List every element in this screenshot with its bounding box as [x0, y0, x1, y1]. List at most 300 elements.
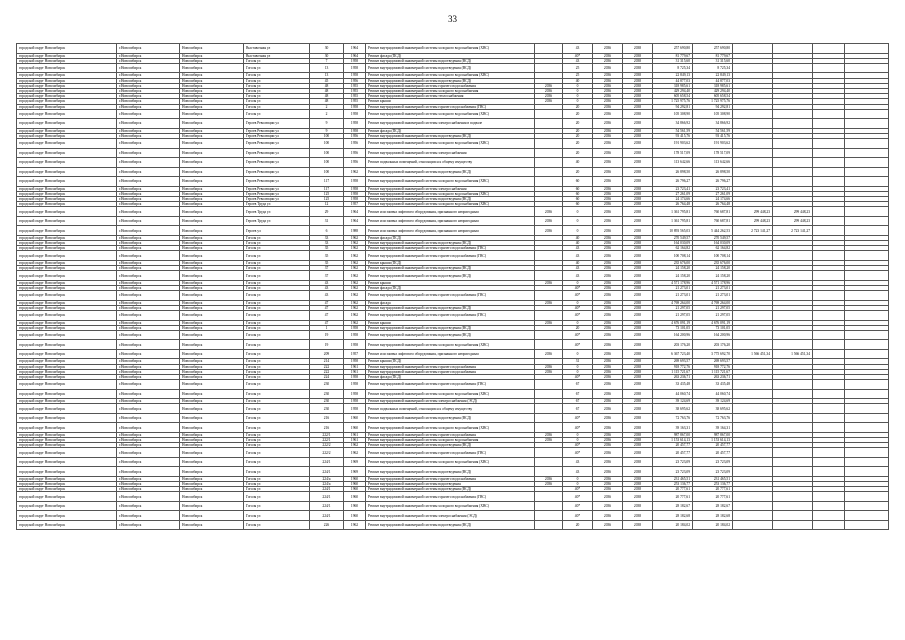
count-cell: 60	[563, 202, 593, 207]
work-cell: Ремонт крыши	[366, 99, 535, 104]
count-cell: 60	[563, 191, 593, 196]
year-cell: 1962	[344, 235, 366, 240]
work-cell: Ремонт внутридомовой инженерной системы холодного водоснабжения	[366, 88, 535, 93]
city-cell: г.Новосибирск	[117, 404, 180, 414]
locality-cell: Новосибирск	[180, 148, 244, 158]
start-year-cell: 2036	[593, 511, 623, 521]
year-cell: 1956	[344, 78, 366, 83]
work-cell: Ремонт внутридомовой инженерной системы холодного водоснабжения (ХВС)	[366, 501, 535, 511]
year-cell: 1962	[344, 305, 366, 310]
street-cell: Героев Революции ул	[244, 167, 310, 177]
city-cell: г.Новосибирск	[117, 413, 180, 423]
city-cell: г.Новосибирск	[117, 226, 180, 236]
house-cell: 13	[310, 73, 344, 78]
cost-cell: 24 174,66	[653, 196, 693, 201]
work-cell: Ремонт внутридомовой инженерной системы горячего водоснабжения	[366, 83, 535, 88]
cost-extra-cell	[733, 389, 773, 399]
cost-cell: 605 658,54	[653, 94, 693, 99]
count-cell: 25	[563, 73, 593, 78]
table-row	[17, 380, 889, 390]
cost-extra-cell	[733, 63, 773, 73]
district-cell: городской округ Новосибирск	[17, 359, 117, 364]
year-cell: 1955	[344, 88, 366, 93]
table-row	[17, 226, 889, 236]
locality-cell: Новосибирск	[180, 196, 244, 201]
cost-cell: 20 457,77	[653, 443, 693, 448]
cost-cell: 113 642,66	[653, 158, 693, 168]
cost-cell: 39 163,31	[653, 423, 693, 433]
cost-fund-cell: 1 725 975,76	[693, 99, 733, 104]
cost-fund-cell: 8 725,34	[693, 63, 733, 73]
locality-cell: Новосибирск	[180, 246, 244, 251]
house-cell: 230	[310, 399, 344, 404]
end-year-cell: 2038	[623, 389, 653, 399]
year-cell: 1962	[344, 280, 366, 285]
end-year-cell: 2038	[623, 404, 653, 414]
end-year-cell: 2038	[623, 511, 653, 521]
work-cell: Ремонт внутридомовой инженерной системы электроснабжения	[366, 148, 535, 158]
end-year-cell: 2038	[623, 280, 653, 285]
cost-extra-cell	[733, 44, 773, 54]
start-year-cell: 2036	[593, 73, 623, 78]
cost-extra2-cell	[773, 63, 813, 73]
work-cell: Ремонт подвальных помещений, относящихся к общему имуществу	[366, 404, 535, 414]
year-cell: 1958	[344, 104, 366, 109]
cost-extra-cell	[733, 340, 773, 350]
street-cell: Гоголя ул	[244, 241, 310, 246]
city-cell: г.Новосибирск	[117, 349, 180, 359]
street-cell: Гоголя ул	[244, 487, 310, 492]
table-row	[17, 520, 889, 530]
empty-cell	[845, 139, 889, 149]
count-cell: 67	[563, 399, 593, 404]
table-row	[17, 492, 889, 502]
district-cell: городской округ Новосибирск	[17, 443, 117, 448]
empty-cell	[813, 226, 845, 236]
work-cell: Ремонт внутридомовой инженерной системы водоотведения (ВСД)	[366, 241, 535, 246]
district-cell: городской округ Новосибирск	[17, 364, 117, 369]
work-cell: Ремонт внутридомовой инженерной системы водоотведения (ВСД)	[366, 133, 535, 138]
count-cell: 43	[563, 266, 593, 271]
cost-fund-cell: 760 687,81	[693, 207, 733, 217]
start-year-cell: 2036	[593, 291, 623, 301]
count-cell: 40*	[563, 501, 593, 511]
district-cell: городской округ Новосибирск	[17, 448, 117, 458]
city-cell: г.Новосибирск	[117, 73, 180, 78]
year-cell: 1958	[344, 119, 366, 129]
mark-cell	[535, 63, 563, 73]
work-cell: Ремонт внутридомовой инженерной системы водоотведения (ВСД)	[366, 487, 535, 492]
empty-cell	[845, 167, 889, 177]
street-cell: Героев Революции ул	[244, 128, 310, 133]
city-cell: г.Новосибирск	[117, 235, 180, 240]
house-cell: 47	[310, 320, 344, 325]
empty-cell	[845, 291, 889, 301]
start-year-cell: 2036	[593, 119, 623, 129]
start-year-cell: 2036	[593, 404, 623, 414]
city-cell: г.Новосибирск	[117, 501, 180, 511]
cost-cell: 178 517,09	[653, 148, 693, 158]
empty-cell	[813, 119, 845, 129]
cost-fund-cell: 39 124,69	[693, 399, 733, 404]
year-cell: 1962	[344, 260, 366, 265]
cost-fund-cell: 26 764,48	[693, 202, 733, 207]
street-cell: Гоголя ул	[244, 285, 310, 290]
end-year-cell: 2038	[623, 226, 653, 236]
count-cell: 40*	[563, 413, 593, 423]
district-cell: городской округ Новосибирск	[17, 241, 117, 246]
end-year-cell: 2038	[623, 443, 653, 448]
year-cell: 1958	[344, 325, 366, 330]
city-cell: г.Новосибирск	[117, 369, 180, 374]
cost-fund-cell: 987 867,00	[693, 432, 733, 437]
district-cell: городской округ Новосибирск	[17, 511, 117, 521]
cost-fund-cell: 20 184,02	[693, 520, 733, 530]
work-cell: Ремонт внутридомовой инженерной системы горячего водоснабжения (ГВС)	[366, 246, 535, 251]
count-cell: 20	[563, 109, 593, 119]
year-cell: 1958	[344, 177, 366, 187]
count-cell: 0	[563, 369, 593, 374]
locality-cell: Новосибирск	[180, 271, 244, 281]
street-cell: Гоголя ул	[244, 330, 310, 340]
empty-cell	[813, 109, 845, 119]
start-year-cell: 2036	[593, 167, 623, 177]
house-cell: 7	[310, 58, 344, 63]
work-cell: Ремонт фасада	[366, 300, 535, 305]
city-cell: г.Новосибирск	[117, 158, 180, 168]
work-cell: Ремонт внутридомовой инженерной системы водоотведения (ВСД)	[366, 266, 535, 271]
year-cell: 1960	[344, 511, 366, 521]
city-cell: г.Новосибирск	[117, 133, 180, 138]
count-cell: 0	[563, 207, 593, 217]
count-cell: 40	[563, 158, 593, 168]
street-cell: Гоголя ул	[244, 88, 310, 93]
district-cell: городской округ Новосибирск	[17, 501, 117, 511]
city-cell: г.Новосибирск	[117, 482, 180, 487]
city-cell: г.Новосибирск	[117, 196, 180, 201]
city-cell: г.Новосибирск	[117, 94, 180, 99]
count-cell: 0	[563, 83, 593, 88]
district-cell: городской округ Новосибирск	[17, 73, 117, 78]
year-cell: 1955	[344, 99, 366, 104]
end-year-cell: 2038	[623, 311, 653, 321]
cost-extra2-cell	[773, 340, 813, 350]
empty-cell	[845, 520, 889, 530]
empty-cell	[813, 380, 845, 390]
locality-cell: Новосибирск	[180, 285, 244, 290]
city-cell: г.Новосибирск	[117, 246, 180, 251]
house-cell: 125	[310, 196, 344, 201]
cost-extra2-cell: 1 566 451,34	[773, 349, 813, 359]
year-cell: 1964	[344, 216, 366, 226]
empty-cell	[845, 148, 889, 158]
city-cell: г.Новосибирск	[117, 492, 180, 502]
house-cell: 230	[310, 389, 344, 399]
end-year-cell: 2038	[623, 271, 653, 281]
mark-cell	[535, 467, 563, 477]
street-cell: Гоголя ул	[244, 78, 310, 83]
mark-cell	[535, 158, 563, 168]
empty-cell	[845, 413, 889, 423]
house-cell: 31	[310, 216, 344, 226]
mark-cell	[535, 423, 563, 433]
cost-extra2-cell	[773, 380, 813, 390]
work-cell: Ремонт внутридомовой инженерной системы горячего водоснабжения	[366, 364, 535, 369]
table-row	[17, 330, 889, 340]
locality-cell: Новосибирск	[180, 501, 244, 511]
cost-extra-cell: 1 566 451,34	[733, 349, 773, 359]
cost-cell: 26 796,27	[653, 177, 693, 187]
locality-cell: Новосибирск	[180, 467, 244, 477]
locality-cell: Новосибирск	[180, 311, 244, 321]
house-cell: 43	[310, 285, 344, 290]
end-year-cell: 2038	[623, 167, 653, 177]
cost-extra2-cell: 299 448,23	[773, 207, 813, 217]
cost-extra2-cell	[773, 109, 813, 119]
empty-cell	[813, 520, 845, 530]
count-cell: 43	[563, 44, 593, 54]
work-cell: Ремонт внутридомовой инженерной системы холодного водоснабжения	[366, 438, 535, 443]
locality-cell: Новосибирск	[180, 320, 244, 325]
end-year-cell: 2038	[623, 104, 653, 109]
empty-cell	[845, 271, 889, 281]
street-cell: Выставочная ул	[244, 53, 310, 58]
empty-cell	[813, 423, 845, 433]
city-cell: г.Новосибирск	[117, 119, 180, 129]
cost-fund-cell: 26 898,50	[693, 167, 733, 177]
house-cell: 214	[310, 359, 344, 364]
cost-extra-cell: 299 448,23	[733, 207, 773, 217]
year-cell: 1962	[344, 251, 366, 261]
locality-cell: Новосибирск	[180, 266, 244, 271]
empty-cell	[845, 448, 889, 458]
cost-extra2-cell	[773, 467, 813, 477]
count-cell: 40*	[563, 285, 593, 290]
end-year-cell: 2038	[623, 300, 653, 305]
work-cell: Ремонт внутридомовой инженерной системы холодного водоснабжения (ХВС)	[366, 44, 535, 54]
district-cell: городской округ Новосибирск	[17, 191, 117, 196]
cost-extra2-cell	[773, 311, 813, 321]
table-row	[17, 501, 889, 511]
empty-cell	[813, 448, 845, 458]
count-cell: 67	[563, 404, 593, 414]
table-row	[17, 109, 889, 119]
mark-cell: 2036	[535, 349, 563, 359]
city-cell: г.Новосибирск	[117, 44, 180, 54]
start-year-cell: 2036	[593, 280, 623, 285]
start-year-cell: 2036	[593, 374, 623, 379]
mark-cell	[535, 251, 563, 261]
city-cell: г.Новосибирск	[117, 467, 180, 477]
district-cell: городской округ Новосибирск	[17, 374, 117, 379]
city-cell: г.Новосибирск	[117, 139, 180, 149]
street-cell: Гоголя ул	[244, 501, 310, 511]
end-year-cell: 2038	[623, 158, 653, 168]
count-cell: 67	[563, 389, 593, 399]
end-year-cell: 2038	[623, 133, 653, 138]
cost-fund-cell: 231 465,51	[693, 476, 733, 481]
locality-cell: Новосибирск	[180, 389, 244, 399]
work-cell: Ремонт внутридомовой инженерной системы горячего водоснабжения (ГВС)	[366, 251, 535, 261]
empty-cell	[813, 340, 845, 350]
cost-fund-cell: 918 772,76	[693, 364, 733, 369]
end-year-cell: 2038	[623, 251, 653, 261]
work-cell: Ремонт внутридомовой инженерной системы водоотведения (ВСД)	[366, 520, 535, 530]
cost-fund-cell: 3 775 692,70	[693, 349, 733, 359]
street-cell: Выставочная ул	[244, 44, 310, 54]
cost-cell: 235 676,00	[653, 260, 693, 265]
cost-cell: 26 898,50	[653, 167, 693, 177]
count-cell: 0	[563, 438, 593, 443]
work-cell: Ремонт внутридомовой инженерной системы холодного водоснабжения (ХВС)	[366, 340, 535, 350]
count-cell: 0	[563, 432, 593, 437]
work-cell: Ремонт внутридомовой инженерной системы водоотведения (ВСД)	[366, 325, 535, 330]
cost-cell: 44 877,03	[653, 78, 693, 83]
year-cell: 1961	[344, 364, 366, 369]
house-cell: 100	[310, 167, 344, 177]
city-cell: г.Новосибирск	[117, 53, 180, 58]
start-year-cell: 2036	[593, 340, 623, 350]
year-cell: 1969	[344, 467, 366, 477]
locality-cell: Новосибирск	[180, 511, 244, 521]
year-cell: 1956	[344, 133, 366, 138]
locality-cell: Новосибирск	[180, 78, 244, 83]
mark-cell	[535, 44, 563, 54]
city-cell: г.Новосибирск	[117, 476, 180, 481]
cost-cell: 429 294,40	[653, 88, 693, 93]
count-cell: 20	[563, 133, 593, 138]
empty-cell	[845, 177, 889, 187]
work-cell: Ремонт внутридомовой инженерной системы холодного водоснабжения (ХВС)	[366, 109, 535, 119]
house-cell: 30	[310, 53, 344, 58]
work-cell: Ремонт крыши	[366, 320, 535, 325]
start-year-cell: 2036	[593, 133, 623, 138]
work-cell: Ремонт крыши (ПСД)	[366, 359, 535, 364]
city-cell: г.Новосибирск	[117, 104, 180, 109]
locality-cell: Новосибирск	[180, 380, 244, 390]
count-cell: 40*	[563, 492, 593, 502]
cost-cell: 253 136,77	[653, 482, 693, 487]
cost-extra2-cell	[773, 177, 813, 187]
count-cell: 40*	[563, 511, 593, 521]
empty-cell	[813, 158, 845, 168]
district-cell: городской округ Новосибирск	[17, 119, 117, 129]
cost-cell: 26 764,48	[653, 202, 693, 207]
count-cell: 43	[563, 251, 593, 261]
mark-cell: 2036	[535, 438, 563, 443]
city-cell: г.Новосибирск	[117, 457, 180, 467]
table-row	[17, 311, 889, 321]
empty-cell	[813, 330, 845, 340]
locality-cell: Новосибирск	[180, 482, 244, 487]
cost-cell: 34 866,92	[653, 119, 693, 129]
end-year-cell: 2038	[623, 305, 653, 310]
empty-cell	[845, 340, 889, 350]
locality-cell: Новосибирск	[180, 399, 244, 404]
mark-cell	[535, 311, 563, 321]
end-year-cell: 2038	[623, 266, 653, 271]
district-cell: городской округ Новосибирск	[17, 457, 117, 467]
district-cell: городской округ Новосибирск	[17, 300, 117, 305]
end-year-cell: 2038	[623, 432, 653, 437]
start-year-cell: 2036	[593, 44, 623, 54]
cost-fund-cell: 605 658,54	[693, 94, 733, 99]
street-cell: Гоголя ул	[244, 467, 310, 477]
table-row	[17, 177, 889, 187]
cost-fund-cell: 178 517,09	[693, 148, 733, 158]
locality-cell: Новосибирск	[180, 158, 244, 168]
street-cell: Гоголя ул	[244, 492, 310, 502]
street-cell: Гоголя ул	[244, 432, 310, 437]
street-cell: Гоголя ул	[244, 359, 310, 364]
city-cell: г.Новосибирск	[117, 83, 180, 88]
year-cell: 1962	[344, 443, 366, 448]
start-year-cell: 2036	[593, 177, 623, 187]
locality-cell: Новосибирск	[180, 330, 244, 340]
start-year-cell: 2036	[593, 158, 623, 168]
table-row	[17, 457, 889, 467]
city-cell: г.Новосибирск	[117, 207, 180, 217]
house-cell: 224/1	[310, 457, 344, 467]
house-cell: 224/1	[310, 487, 344, 492]
cost-fund-cell: 34 866,92	[693, 119, 733, 129]
street-cell: Героев Революции ул	[244, 196, 310, 201]
locality-cell: Новосибирск	[180, 177, 244, 187]
house-cell: 29	[310, 207, 344, 217]
locality-cell: Новосибирск	[180, 133, 244, 138]
year-cell: 1962	[344, 167, 366, 177]
work-cell: Ремонт внутридомовой инженерной системы холодного водоснабжения (ХВС)	[366, 139, 535, 149]
street-cell: Гоголя ул	[244, 260, 310, 265]
cost-cell: 24 158,20	[653, 271, 693, 281]
count-cell: 60	[563, 186, 593, 191]
locality-cell: Новосибирск	[180, 404, 244, 414]
start-year-cell: 2036	[593, 389, 623, 399]
work-cell: Ремонт внутридомовой инженерной системы водоотведения (ВСД)	[366, 58, 535, 63]
house-cell: 222/1	[310, 438, 344, 443]
cost-extra-cell	[733, 511, 773, 521]
mark-cell: 2036	[535, 320, 563, 325]
year-cell: 1958	[344, 58, 366, 63]
count-cell: 20	[563, 128, 593, 133]
street-cell: Героев Революции ул	[244, 158, 310, 168]
district-cell: городской округ Новосибирск	[17, 369, 117, 374]
house-cell: 35	[310, 246, 344, 251]
work-cell: Ремонт внутридомовой инженерной системы горячего водоснабжения (ГВС)	[366, 380, 535, 390]
start-year-cell: 2036	[593, 94, 623, 99]
cost-extra-cell	[733, 467, 773, 477]
street-cell: Героев Труда ул	[244, 216, 310, 226]
house-cell: 47	[310, 311, 344, 321]
year-cell: 1961	[344, 438, 366, 443]
year-cell: 1957	[344, 202, 366, 207]
city-cell: г.Новосибирск	[117, 325, 180, 330]
city-cell: г.Новосибирск	[117, 340, 180, 350]
locality-cell: Новосибирск	[180, 280, 244, 285]
locality-cell: Новосибирск	[180, 457, 244, 467]
locality-cell: Новосибирск	[180, 167, 244, 177]
locality-cell: Новосибирск	[180, 260, 244, 265]
house-cell: 43	[310, 280, 344, 285]
work-cell: Ремонт внутридомовой инженерной системы электроснабжения (ЭСД)	[366, 511, 535, 521]
house-cell: 19	[310, 340, 344, 350]
cost-extra2-cell	[773, 501, 813, 511]
year-cell: 1958	[344, 186, 366, 191]
house-cell: 35	[310, 251, 344, 261]
house-cell: 224/1	[310, 501, 344, 511]
cost-fund-cell: 33 435,48	[693, 380, 733, 390]
cost-fund-cell: 760 687,81	[693, 216, 733, 226]
